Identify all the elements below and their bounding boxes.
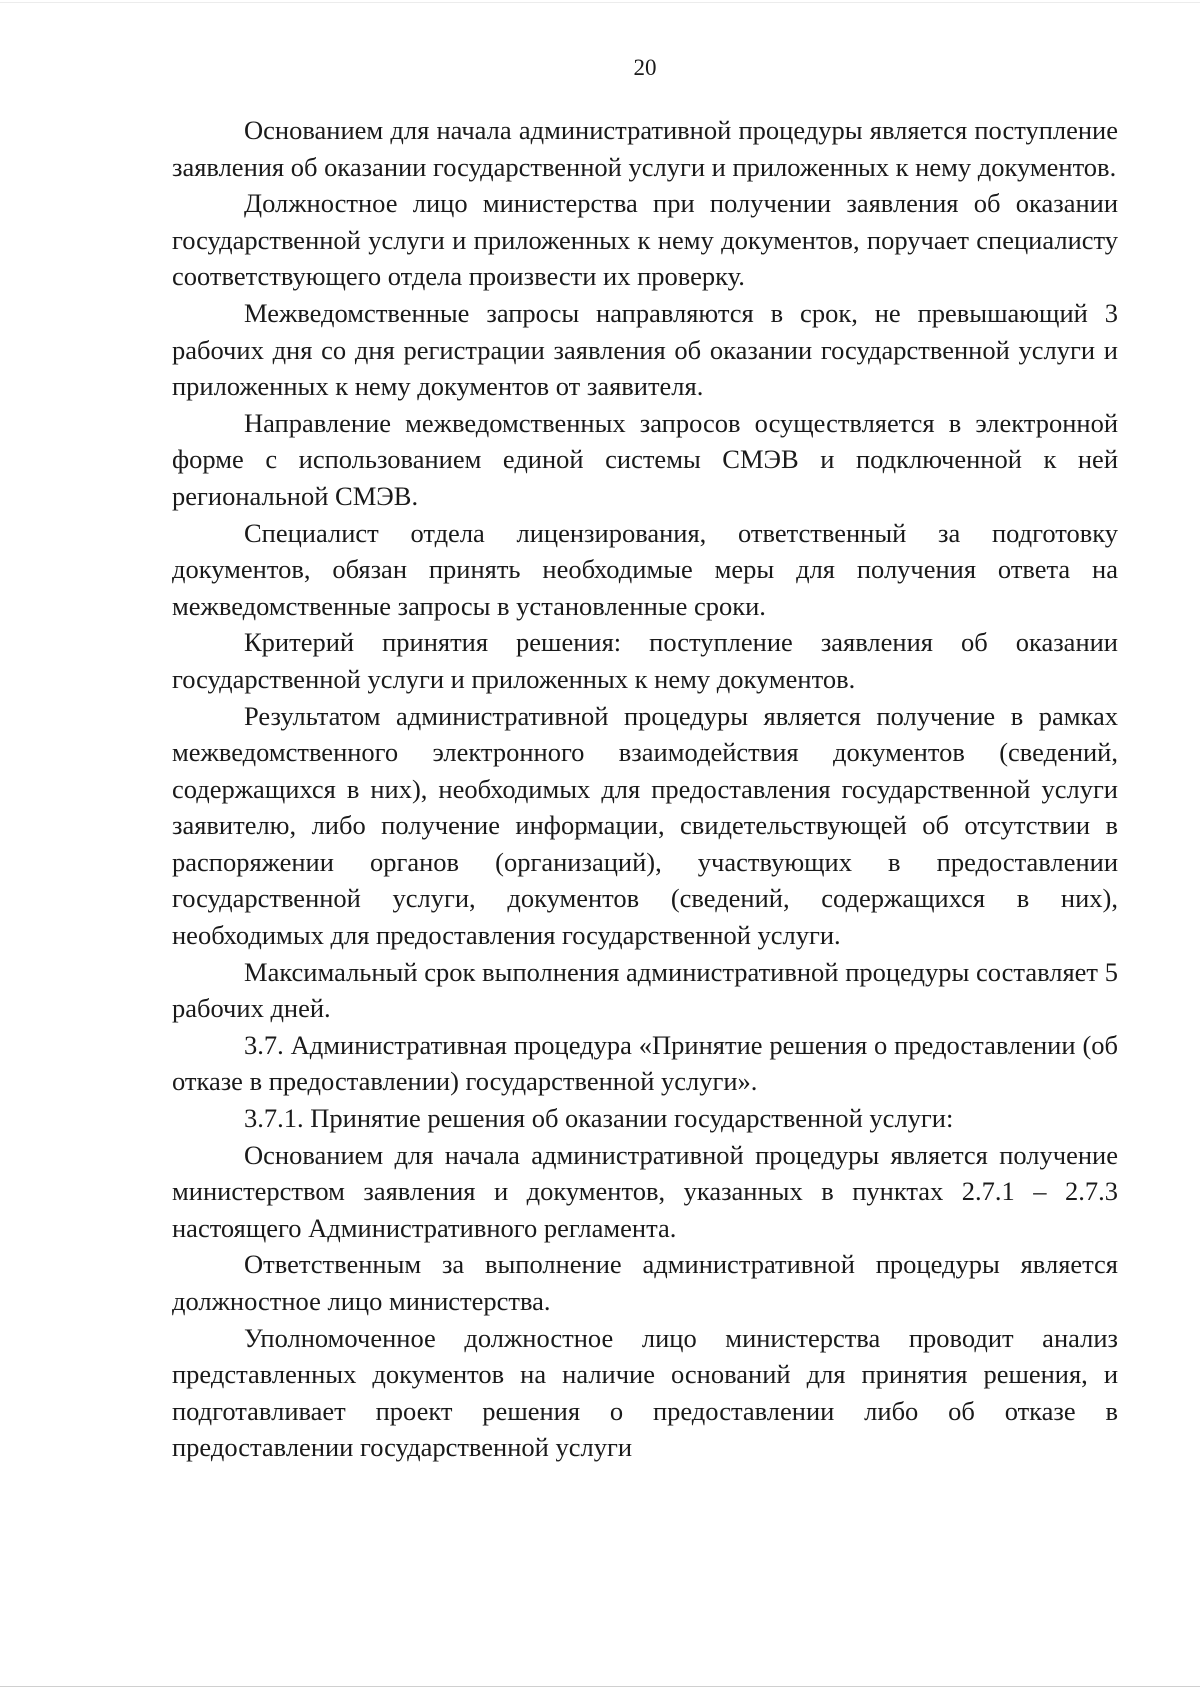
paragraph: Должностное лицо министерства при получении заявления об оказании государственной услуги и приложенных к нему документов, поручает специалисту соответствующего отдела произвести их проверку. <box>172 188 1118 292</box>
paragraph: Специалист отдела лицензирования, ответственный за подготовку документов, обязан принять необходимые меры для получения ответа на межведомственные запросы в установленные сроки. <box>172 517 1118 621</box>
paragraph: Ответственным за выполнение административной процедуры является должностное лицо министерства. <box>172 1249 1118 1316</box>
page-number: 20 <box>633 55 657 80</box>
paragraph: Направление межведомственных запросов осуществляется в электронной форме с использованием единой системы СМЭВ и подключенной к ней региональной СМЭВ. <box>172 407 1118 511</box>
paragraph: Межведомственные запросы направляются в срок, не превышающий 3 рабочих дня со дня регистрации заявления об оказании государственной услуги и приложенных к нему документов от заявителя. <box>172 297 1118 402</box>
subsection-heading-3-7-1: 3.7.1. Принятие решения об оказании государственной услуги: <box>244 1103 954 1134</box>
paragraph: Максимальный срок выполнения административной процедуры составляет 5 рабочих дней. <box>172 956 1118 1024</box>
paragraph: Результатом административной процедуры является получение в рамках межведомственного электронного взаимодействия документов (сведений, содержащихся в них), необходимых для предоставления государственной услуги заявителю, либо получение информации, свидетельствующей об отсутствии в распоряжении органов (организаций), участвующих в предоставлении государственной услуги, документов (сведений, содержащихся в них), необходимых для предоставления государственной услуги. <box>172 700 1118 951</box>
paragraph: Основанием для начала административной процедуры является получение министерством заявления и документов, указанных в пунктах 2.7.1 – 2.7.3 настоящего Административного регламента. <box>172 1139 1118 1243</box>
section-heading-3-7: 3.7. Административная процедура «Принятие решения о предоставлении (об отказе в предоставлении) государственной услуги». <box>172 1029 1118 1097</box>
paragraph: Основанием для начала административной процедуры является поступление заявления об оказании государственной услуги и приложенных к нему документов. <box>172 115 1118 182</box>
scan-edge-top <box>0 2 1200 3</box>
document-body <box>172 112 1118 1466</box>
scan-edge-bottom <box>0 1686 1200 1687</box>
paragraph: Уполномоченное должностное лицо министерства проводит анализ представленных документов на наличие оснований для принятия решения, и подготавливает проект решения о предоставлении либо об отказе в предоставлении государственной услуги <box>172 1322 1118 1463</box>
paragraph: Критерий принятия решения: поступление заявления об оказании государственной услуги и приложенных к нему документов. <box>172 627 1118 694</box>
